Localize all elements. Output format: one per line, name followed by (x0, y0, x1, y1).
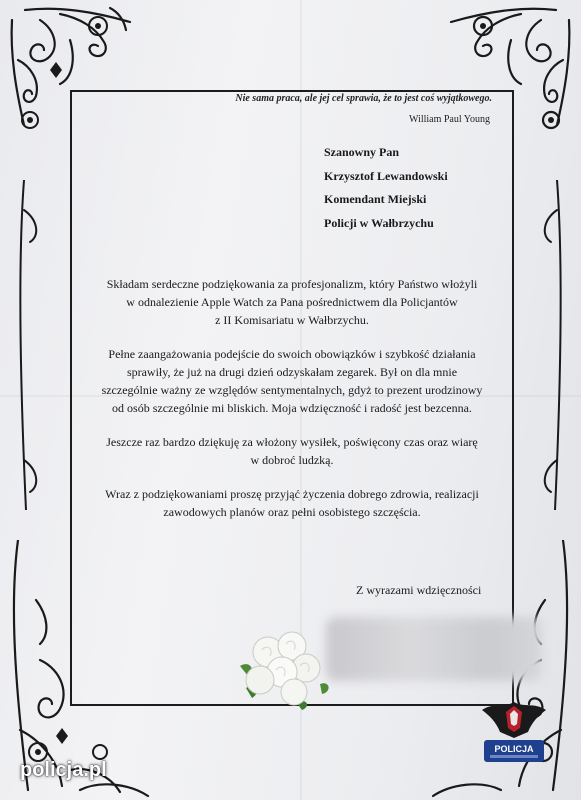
scroll-ornament-icon (441, 0, 581, 130)
body-line: Składam serdeczne podziękowania za profesjonalizm, który Państwo włożyli (106, 277, 478, 291)
body-line: z II Komisariatu w Wałbrzychu. (215, 313, 369, 327)
addressee-line: Komendant Miejski (324, 192, 427, 206)
site-watermark: policja.pl (20, 759, 107, 781)
body-paragraph (76, 345, 508, 417)
scroll-ornament-icon (0, 0, 140, 130)
scroll-ornament-icon (531, 180, 571, 510)
white-roses-icon (236, 626, 332, 710)
police-eagle-badge-icon (474, 698, 554, 768)
addressee-line: Policji w Wałbrzychu (324, 215, 434, 230)
body-line: zawodowych planów oraz pełni osobistego szczęścia. (163, 505, 421, 519)
addressee-line: Krzysztof Lewandowski (324, 168, 448, 183)
body-line: Jeszcze raz bardzo dziękuję za włożony wysiłek, poświęcony czas oraz wiarę (106, 435, 478, 449)
addressee-block (324, 141, 448, 235)
closing-phrase: Z wyrazami wdzięczności (356, 583, 482, 597)
scroll-ornament-icon (10, 180, 50, 510)
epigraph-quote: Nie sama praca, ale jej cel sprawia, że to jest coś wyjątkowego. (235, 93, 492, 104)
body-paragraph (76, 485, 508, 521)
body-line: w dobroć ludzką. (250, 453, 334, 467)
body-line: od osób szczególnie mi bliskich. Moja wdzięczność i radość jest bezcenna. (112, 401, 472, 415)
letter-body (76, 275, 508, 521)
epigraph-author: William Paul Young (409, 114, 490, 125)
police-logo-text: POLICJA (494, 744, 534, 754)
body-paragraph (76, 433, 508, 469)
body-line: Pełne zaangażowania podejście do swoich obowiązków i szybkość działania (108, 347, 476, 361)
body-line: Wraz z podziękowaniami proszę przyjąć życzenia dobrego zdrowia, realizacji (105, 487, 479, 501)
body-paragraph (76, 275, 508, 329)
body-line: sprawiły, że już na drugi dzień odzyskałam zegarek. Był on dla mnie (126, 365, 458, 379)
body-line: szczególnie ważny ze względów sentymentalnych, gdyż to prezent urodzinowy (101, 383, 483, 397)
blurred-signature (326, 617, 542, 681)
body-line: w odnalezienie Apple Watch za Pana pośrednictwem dla Policjantów (126, 295, 458, 309)
addressee-line: Szanowny Pan (324, 145, 400, 159)
